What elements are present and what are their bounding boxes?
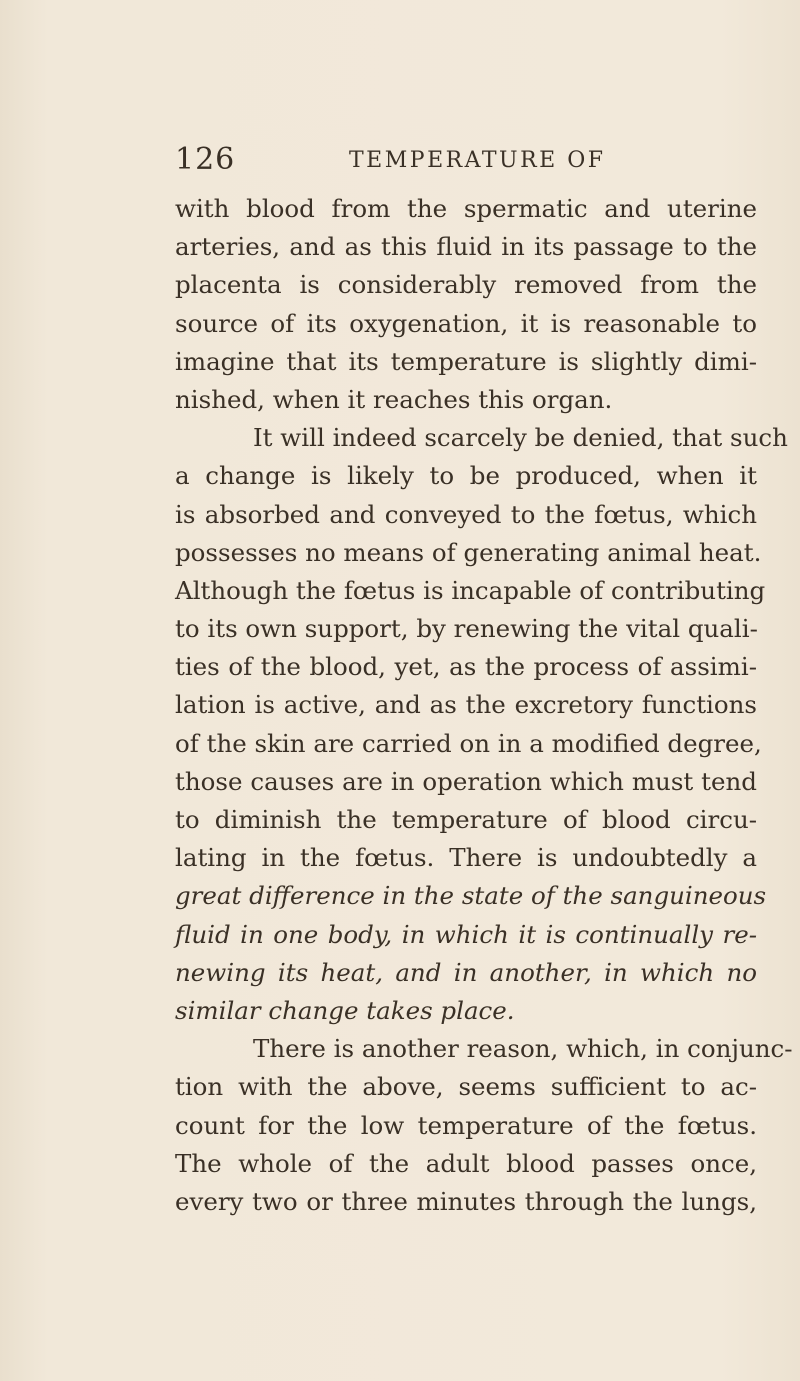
text-line: source of its oxygenation, it is reasonable to xyxy=(175,308,757,338)
page-number: 126 xyxy=(175,142,236,177)
text-line: is absorbed and conveyed to the fœtus, which xyxy=(175,499,757,529)
text-line: to its own support, by renewing the vital quali- xyxy=(175,614,758,644)
text-line: with blood from the spermatic and uterine xyxy=(175,194,757,223)
italic-text-line: similar change takes place. xyxy=(175,995,515,1025)
text-line: every two or three minutes through the lungs, xyxy=(175,1186,757,1216)
text-line: The whole of the adult blood passes once, xyxy=(175,1148,757,1178)
text-line: nished, when it reaches this organ. xyxy=(175,384,613,414)
text-line: There is another reason, which, in conjunc- xyxy=(253,1034,793,1064)
text-line: of the skin are carried on in a modified degree, xyxy=(175,728,762,758)
italic-text-line: great difference in the state of the sanguineous xyxy=(175,881,767,911)
text-line: It will indeed scarcely be denied, that such xyxy=(253,423,788,453)
text-line: lation is active, and as the excretory functions xyxy=(175,690,757,720)
text-line: tion with the above, seems sufficient to ac- xyxy=(175,1072,757,1102)
text-line: imagine that its temperature is slightly dimi- xyxy=(175,346,757,376)
text-line: possesses no means of generating animal heat. xyxy=(175,537,762,567)
text-line: Although the fœtus is incapable of contributing xyxy=(175,575,766,605)
text-line: those causes are in operation which must tend xyxy=(175,766,757,796)
text-line: ties of the blood, yet, as the process of assimi- xyxy=(175,652,757,682)
text-line: count for the low temperature of the fœtus. xyxy=(175,1110,757,1140)
page-header xyxy=(175,142,735,186)
body-text xyxy=(175,190,793,1221)
text-line: a change is likely to be produced, when it xyxy=(175,461,757,491)
text-line: arteries, and as this fluid in its passage to the xyxy=(175,232,757,262)
italic-text-line: newing its heat, and in another, in which no xyxy=(175,957,757,987)
text-line: placenta is considerably removed from the xyxy=(175,270,757,300)
italic-text-line: fluid in one body, in which it is continually re- xyxy=(175,919,757,949)
text-line: to diminish the temperature of blood circu- xyxy=(175,805,757,834)
running-head: TEMPERATURE OF xyxy=(349,148,606,173)
text-line: lating in the fœtus. There is undoubtedly a xyxy=(175,843,757,873)
